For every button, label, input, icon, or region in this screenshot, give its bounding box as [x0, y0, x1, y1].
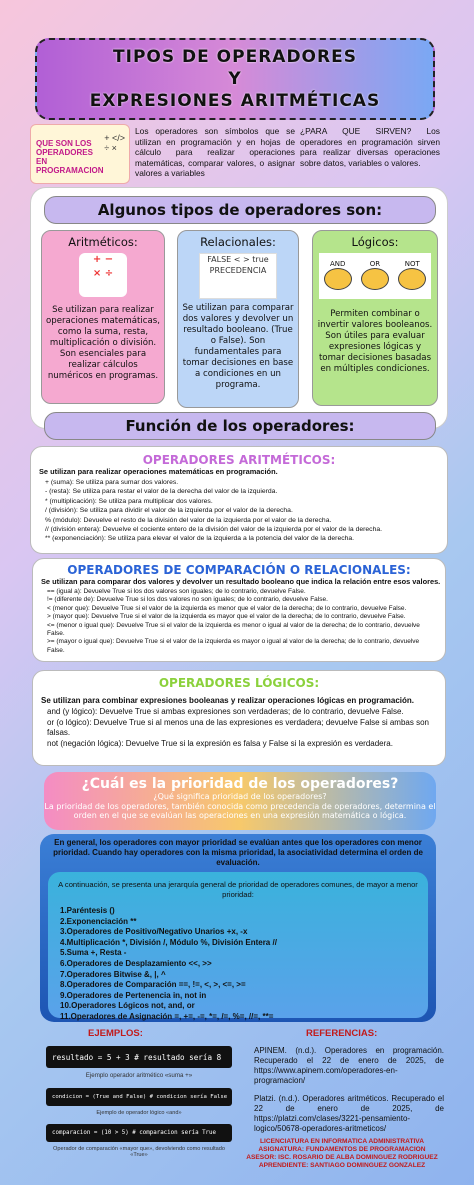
- list-item: 5.Suma +, Resta -: [60, 948, 127, 958]
- intro-text: Los operadores son símbolos que se utilizan en programación y en hojas de cálculo para realizar operaciones matemáticas, comparar valores, o asignar valores a variables: [135, 126, 295, 178]
- card-relational: [177, 230, 299, 408]
- venn-label-not: NOT: [404, 260, 420, 268]
- footer: [240, 1138, 444, 1170]
- relational-ops-sub: Se utilizan para comparar dos valores y devolver un resultado booleano que indica la relación entre esos valores.: [41, 577, 441, 586]
- title-line-3: EXPRESIONES ARITMÉTICAS: [89, 91, 381, 111]
- list-item: * (multiplicación): Se utiliza para multiplicar dos valores.: [45, 497, 213, 505]
- logical-ops-title: OPERADORES LÓGICOS:: [158, 676, 320, 690]
- list-item: 9.Operadores de Pertenencia in, not in: [60, 990, 207, 1000]
- references: [254, 1046, 444, 1134]
- intro-image: [30, 124, 130, 184]
- caption-1: Ejemplo operador aritmético «suma +»: [85, 1072, 193, 1079]
- list-item: not (negación lógica): Devuelve True si la expresión es falsa y False si la expresión es verdadera.: [47, 738, 393, 748]
- list-item: 3.Operadores de Positivo/Negativo Unarios +x, -x: [60, 927, 248, 937]
- reference-1: APINEM. (n.d.). Operadores en programación. Recuperado el 22 de enero de 2025, de https://www.apinem.com/operadores-en-programacion/: [254, 1046, 444, 1085]
- relational-ops-title: OPERADORES DE COMPARACIÓN O RELACIONALES:: [67, 563, 411, 577]
- card-logical-title: Lógicos:: [351, 235, 399, 249]
- list-item: 11.Operadores de Asignación =, +=, -=, *=, /=, %=, //=, **=: [60, 1011, 274, 1021]
- list-item: / (división): Se utiliza para dividir el valor de la izquierda por el valor de la derecha.: [45, 507, 293, 515]
- list-item: 1.Paréntesis (): [60, 906, 115, 915]
- caption-2: Ejemplo de operador lógico «and»: [96, 1110, 182, 1116]
- list-item: > (mayor que): Devuelve True si el valor de la izquierda es mayor que el valor de la derecha; de lo contrario, devuelve False.: [47, 613, 406, 621]
- list-item: 2.Exponenciación **: [60, 916, 137, 926]
- list-item: == (igual a): Devuelve True si los dos valores son iguales; de lo contrario, devuelve False.: [47, 588, 306, 595]
- list-item: != (diferente de): Devuelve True si los dos valores no son iguales; de lo contrario, devuelve False.: [47, 596, 328, 604]
- math-symbols-icon: + </> ÷ ×: [104, 133, 125, 153]
- venn-label-or: OR: [369, 260, 381, 268]
- list-item: or (o lógico): Devuelve True si al menos una de las expresiones es verdadera; devuelve False si ambas son falsas.: [47, 717, 429, 737]
- priority-p1: En general, los operadores con mayor prioridad se evalúan antes que los operadores con menor prioridad. Cuando hay operadores con la misma prioridad, la asociatividad determina el orden de evaluación.: [53, 838, 423, 867]
- reference-2: Platzi. (n.d.). Operadores aritméticos. Recuperado el 22 de enero de 2025, de https://platzi.com/clases/3221-pensamiento-logico/50678-operadores-aritmeticos/: [254, 1094, 444, 1133]
- title-line-2: Y: [228, 69, 242, 89]
- priority-description: La prioridad de los operadores, también conocida como precedencia de operadores, determina el orden en el que se evalúan las operaciones en una expresión matemática o lógica.: [44, 801, 436, 820]
- list-item: ** (exponenciación): Se utiliza para elevar el valor de la izquierda a la potencia del valor de la derecha.: [45, 535, 355, 543]
- arithmetic-ops-title: OPERADORES ARITMÉTICOS:: [142, 453, 336, 467]
- list-item: - (resta): Se utiliza para restar el valor de la derecha del valor de la izquierda.: [45, 488, 278, 496]
- card-arithmetic-title: Aritméticos:: [68, 235, 138, 249]
- code-example-3: comparacion = (10 > 5) # comparacion sería True: [46, 1124, 232, 1142]
- types-heading: Algunos tipos de operadores son:: [44, 196, 436, 224]
- list-item: 8.Operadores de Comparación ==, !=, <, >, <=, >=: [60, 980, 246, 990]
- card-arithmetic: [41, 230, 165, 404]
- footer-line-3: ASESOR: ISC. ROSARIO DE ALBA DOMINGUEZ RODRIGUEZ: [246, 1154, 438, 1161]
- list-item: % (módulo): Devuelve el resto de la división del valor de la izquierda por el valor de la derecha.: [45, 516, 332, 524]
- card-arithmetic-text: Se utilizan para realizar operaciones matemáticas, como la suma, resta, multiplicación o división. Son esenciales para realizar cálculos numéricos en programas.: [46, 305, 161, 381]
- relational-image-icon: FALSE < > true PRECEDENCIA: [199, 253, 277, 299]
- card-relational-title: Relacionales:: [200, 235, 276, 249]
- list-item: 7.Operadores Bitwise &, |, ^: [60, 969, 166, 979]
- list-item: and (y lógico): Devuelve True si ambas expresiones son verdaderas; de lo contrario, devuelve False.: [47, 707, 404, 716]
- footer-line-4: APRENDIENTE: SANTIAGO DOMINGUEZ GONZALEZ: [258, 1162, 426, 1169]
- examples-title: EJEMPLOS:: [88, 1028, 143, 1039]
- relational-ops-box: [32, 558, 446, 662]
- arithmetic-symbols-icon: + − × ÷: [79, 253, 127, 297]
- card-relational-text: Se utilizan para comparar dos valores y devolver un resultado booleano. (True o False). Son fundamentales para tomar decisiones en base a condiciones en un programa.: [182, 303, 294, 390]
- priority-p2: A continuación, se presenta una jerarquía general de prioridad de operadores comunes, de mayor a menor prioridad:: [58, 880, 418, 899]
- title-line-1: TIPOS DE OPERADORES: [113, 47, 357, 67]
- list-item: 10.Operadores Lógicos not, and, or: [60, 1001, 195, 1011]
- priority-header: [44, 772, 436, 830]
- priority-title: ¿Cuál es la prioridad de los operadores?: [81, 776, 399, 792]
- priority-box: [40, 834, 436, 1022]
- venn-label-and: AND: [329, 260, 346, 268]
- card-logical: [312, 230, 438, 406]
- why-text: ¿PARA QUE SIRVEN? Los operadores en programación sirven para realizar diversas operaciones sobre datos, variables o valores.: [300, 126, 440, 168]
- intro-image-text: QUE SON LOS OPERADORES EN PROGRAMACION: [36, 139, 104, 175]
- list-item: // (división entera): Devuelve el cociente entero de la división del valor de la izquierda por el valor de la derecha.: [45, 526, 383, 534]
- title-banner: [35, 38, 435, 120]
- list-item: >= (mayor o igual que): Devuelve True si el valor de la izquierda es mayor o igual al valor de la derecha; de lo contrario, devuelve False.: [47, 638, 420, 654]
- list-item: <= (menor o igual que): Devuelve True si el valor de la izquierda es menor o igual al valor de la derecha; de lo contrario, devuelve False.: [47, 621, 420, 638]
- caption-3: Operador de comparación «mayor que», devolviendo como resultado «True»: [53, 1146, 225, 1158]
- arithmetic-ops-box: [30, 446, 448, 554]
- logical-ops-sub: Se utilizan para combinar expresiones booleanas y realizar operaciones lógicas en programación.: [41, 696, 415, 705]
- code-example-2: condicion = (True and False) # condicion sería False: [46, 1088, 232, 1106]
- footer-line-2: ASIGNATURA: FUNDAMENTOS DE PROGRAMACION: [258, 1146, 426, 1153]
- list-item: 6.Operadores de Desplazamiento <<, >>: [60, 958, 212, 968]
- card-logical-text: Permiten combinar o invertir valores booleanos. Son útiles para evaluar expresiones lógicas y tomar decisiones basadas en múltiples condiciones.: [317, 309, 433, 374]
- priority-question: ¿Qué significa prioridad de los operadores?: [153, 792, 327, 801]
- code-example-1: resultado = 5 + 3 # resultado sería 8: [46, 1046, 232, 1068]
- list-item: < (menor que): Devuelve True si el valor de la izquierda es menor que el valor de la derecha; de lo contrario, devuelve False.: [47, 604, 407, 612]
- logical-ops-box: [32, 670, 446, 766]
- references-title: REFERENCIAS:: [306, 1028, 378, 1039]
- function-heading: Función de los operadores:: [44, 412, 436, 440]
- list-item: + (suma): Se utiliza para sumar dos valores.: [45, 479, 179, 486]
- footer-line-1: LICENCIATURA EN INFORMATICA ADMINISTRATIVA: [260, 1138, 424, 1145]
- arithmetic-ops-sub: Se utilizan para realizar operaciones matemáticas en programación.: [39, 467, 278, 476]
- venn-diagram-icon: [319, 253, 431, 299]
- list-item: 4.Multiplicación *, División /, Módulo %, División Entera //: [60, 937, 277, 947]
